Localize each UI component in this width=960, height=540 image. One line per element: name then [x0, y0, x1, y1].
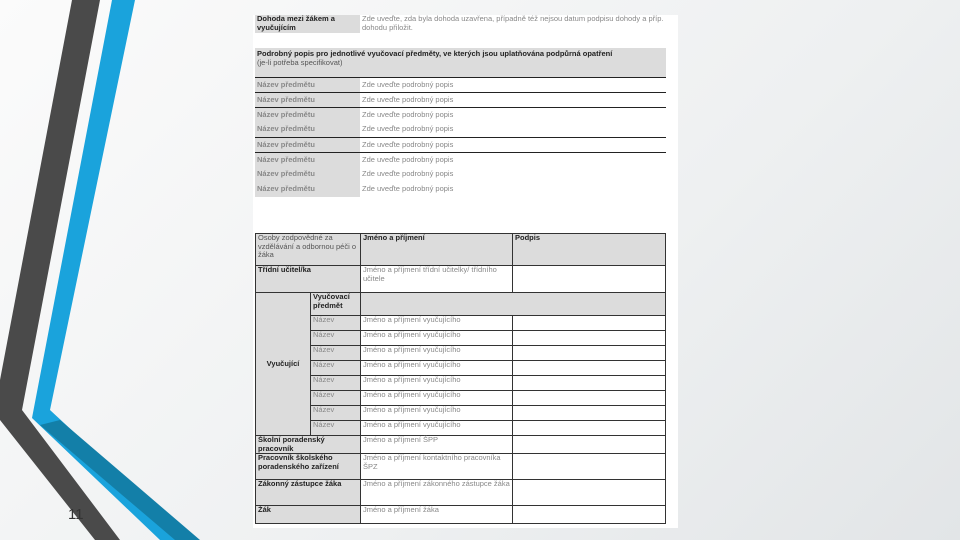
subject-name: Název předmětu: [255, 167, 360, 182]
spz-label: Pracovník školského poradenského zařízení: [256, 454, 361, 480]
guardian-label: Zákonný zástupce žáka: [256, 480, 361, 506]
signature-cell: [513, 346, 666, 361]
subject-name: Název předmětu: [255, 182, 360, 197]
subject-row: [255, 107, 666, 122]
signature-cell: [513, 266, 666, 293]
teacher-name: Jméno a příjmení vyučujícího: [361, 391, 513, 406]
teacher-row: [256, 346, 666, 361]
subject-row: [255, 77, 666, 92]
student-label: Žák: [256, 506, 361, 524]
teacher-row: [256, 361, 666, 376]
signature-cell: [513, 331, 666, 346]
subject-row: [255, 137, 666, 152]
subjects-table: [255, 48, 666, 197]
subjects-header: [255, 48, 666, 77]
decorative-stripes: [0, 0, 260, 540]
subject-row: [255, 92, 666, 107]
teacher-row: [256, 316, 666, 331]
teacher-subject: Název: [311, 391, 361, 406]
teacher-subject: Název: [311, 406, 361, 421]
teacher-row: [256, 376, 666, 391]
teacher-name: Jméno a příjmení vyučujícího: [361, 361, 513, 376]
subject-desc: Zde uveďte podrobný popis: [362, 109, 454, 119]
document-image: [253, 15, 678, 528]
subject-col-header: Vyučovací předmět: [311, 293, 361, 316]
signature-cell: [513, 454, 666, 480]
teacher-name: Jméno a příjmení vyučujícího: [361, 376, 513, 391]
signature-cell: [513, 391, 666, 406]
teacher-row: [256, 331, 666, 346]
subject-row: [255, 167, 666, 182]
signature-cell: [513, 406, 666, 421]
subject-name: Název předmětu: [255, 107, 360, 122]
teacher-subject: Název: [311, 331, 361, 346]
teacher-name: Jméno a příjmení vyučujícího: [361, 406, 513, 421]
persons-col2-header: Jméno a příjmení: [361, 234, 513, 266]
signature-cell: [513, 361, 666, 376]
subject-desc: Zde uveďte podrobný popis: [362, 94, 454, 104]
signature-cell: [513, 421, 666, 436]
subject-desc: Zde uveďte podrobný popis: [362, 139, 454, 149]
signature-cell: [513, 376, 666, 391]
class-teacher-name: Jméno a příjmení třídní učitelky/ třídního učitele: [361, 266, 513, 293]
subject-header-blank: [361, 293, 666, 316]
subject-row: [255, 122, 666, 137]
teacher-name: Jméno a příjmení vyučujícího: [361, 346, 513, 361]
subject-name: Název předmětu: [255, 152, 360, 167]
spp-name: Jméno a příjmení ŠPP: [361, 436, 513, 454]
teacher-subject: Název: [311, 376, 361, 391]
subjects-header-title: Podrobný popis pro jednotlivé vyučovací předměty, ve kterých jsou uplatňována podpůrná opatření: [257, 49, 613, 58]
teacher-row: [256, 421, 666, 436]
subject-row: [255, 152, 666, 167]
signature-cell: [513, 436, 666, 454]
teacher-subject: Název: [311, 346, 361, 361]
persons-table: [255, 233, 666, 524]
student-name: Jméno a příjmení žáka: [361, 506, 513, 524]
teachers-label: Vyučující: [256, 293, 311, 436]
teacher-row: [256, 391, 666, 406]
guardian-name: Jméno a příjmení zákonného zástupce žáka: [361, 480, 513, 506]
signature-cell: [513, 506, 666, 524]
subject-row: [255, 182, 666, 197]
teacher-name: Jméno a příjmení vyučujícího: [361, 316, 513, 331]
subject-desc: Zde uveďte podrobný popis: [362, 124, 454, 133]
subject-name: Název předmětu: [255, 77, 360, 92]
teacher-name: Jméno a příjmení vyučujícího: [361, 331, 513, 346]
subject-name: Název předmětu: [255, 122, 360, 137]
subject-desc: Zde uveďte podrobný popis: [362, 184, 454, 193]
signature-cell: [513, 480, 666, 506]
agreement-label: Dohoda mezi žákem a vyučujícím: [255, 15, 360, 33]
spz-name: Jméno a příjmení kontaktního pracovníka ŠPZ: [361, 454, 513, 480]
teacher-subject: Název: [311, 316, 361, 331]
subjects-header-sub: (je-li potřeba specifikovat): [257, 57, 343, 67]
class-teacher-label: Třídní učitel/ka: [256, 266, 361, 293]
subject-desc: Zde uveďte podrobný popis: [362, 154, 454, 164]
agreement-text: Zde uveďte, zda byla dohoda uzavřena, případně též nejsou datum podpisu dohody a příp. dohodu přiložit.: [362, 14, 664, 32]
teacher-name: Jméno a příjmení vyučujícího: [361, 421, 513, 436]
subject-name: Název předmětu: [255, 92, 360, 107]
persons-col1-header: Osoby zodpovědné za vzdělávání a odbornou péči o žáka: [256, 234, 361, 266]
slide-number: 11: [68, 506, 84, 523]
agreement-table: [255, 15, 666, 33]
subject-desc: Zde uveďte podrobný popis: [362, 169, 454, 178]
subject-desc: Zde uveďte podrobný popis: [362, 79, 454, 89]
signature-cell: [513, 316, 666, 331]
spp-label: Školní poradenský pracovník: [256, 436, 361, 454]
persons-col3-header: Podpis: [513, 234, 666, 266]
teacher-subject: Název: [311, 421, 361, 436]
teacher-row: [256, 406, 666, 421]
teacher-subject: Název: [311, 361, 361, 376]
subject-name: Název předmětu: [255, 137, 360, 152]
